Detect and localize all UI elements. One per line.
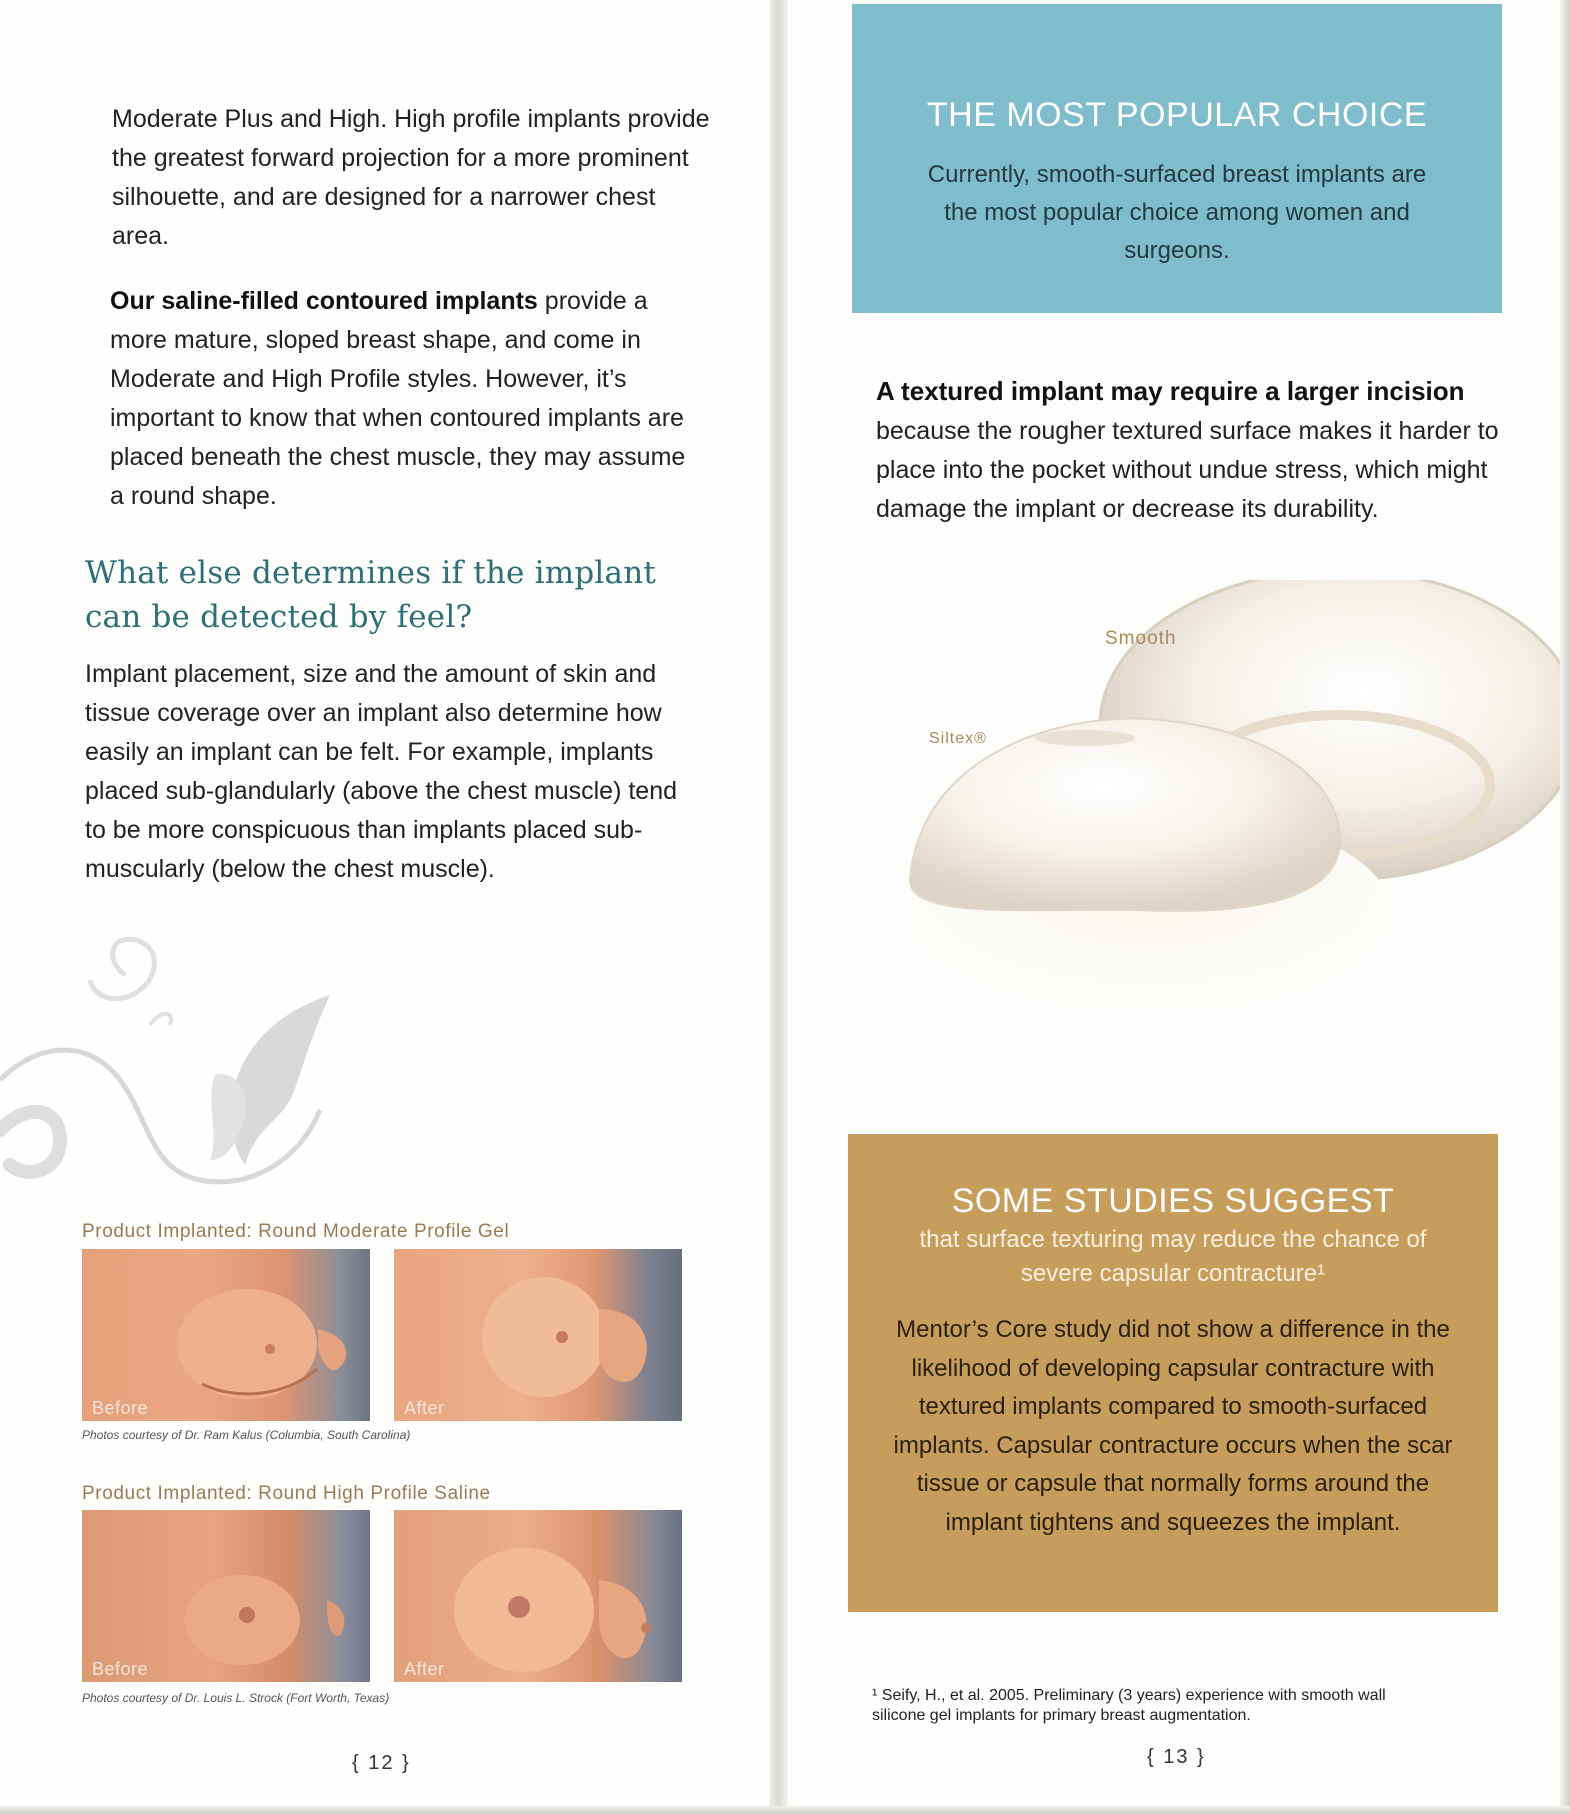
photo-set-1-before-label: Before xyxy=(92,1398,149,1418)
contoured-implants-paragraph xyxy=(110,282,690,516)
contoured-implants-text: provide a more mature, sloped breast shape, and come in Moderate and High Profile styles. However, it’s important to know that when contoured implants are placed beneath the chest muscle, they may assume a round shape. xyxy=(110,287,686,510)
contoured-implants-lead: Our saline-filled contoured implants xyxy=(110,287,538,315)
page-number-12: { 12 } xyxy=(352,1752,411,1774)
photo-set-2-after-image xyxy=(394,1510,682,1682)
photo-set-1-before-image xyxy=(82,1249,370,1421)
smooth-implant-label: Smooth xyxy=(1105,628,1177,649)
feel-heading-line1: What else determines if the implant xyxy=(85,555,657,591)
photo-set-2-before-label: Before xyxy=(92,1659,149,1679)
textured-implant-text: because the rougher textured surface makes it harder to place into the pocket without undue stress, which might damage the implant or decrease its durability. xyxy=(876,417,1499,523)
book-spine xyxy=(770,0,788,1814)
implants-illustration xyxy=(870,580,1560,1100)
left-page xyxy=(0,0,778,1814)
textured-implant-paragraph xyxy=(876,372,1516,529)
photo-set-1-before-figure xyxy=(82,1249,370,1421)
page-edge-right xyxy=(1560,0,1570,1814)
photo-set-1-after-label: After xyxy=(404,1398,445,1418)
some-studies-suggest-subtitle-1: that surface texturing may reduce the chance of xyxy=(919,1226,1427,1253)
some-studies-suggest-title: SOME STUDIES SUGGEST xyxy=(951,1182,1395,1220)
intro-paragraph: Moderate Plus and High. High profile implants provide the greatest forward projection for a more prominent silhouette, and are designed for a narrower chest area. xyxy=(112,105,710,250)
photo-set-2-credit: Photos courtesy of Dr. Louis L. Strock (Fort Worth, Texas) xyxy=(82,1691,390,1705)
some-studies-suggest-text: Mentor’s Core study did not show a difference in the likelihood of developing capsular contracture with textured implants compared to smooth-surfaced implants. Capsular contracture occurs when the scar tissue or capsule that normally forms around the implant tightens and squeezes the implant. xyxy=(893,1316,1453,1536)
photo-set-2-after-figure xyxy=(394,1510,682,1682)
feel-heading xyxy=(85,551,725,639)
photo-set-2-after-label: After xyxy=(404,1659,445,1679)
photo-set-1-after-figure xyxy=(394,1249,682,1421)
photo-set-2-caption: Product Implanted: Round High Profile Saline xyxy=(82,1483,491,1504)
page-number-13: { 13 } xyxy=(1147,1746,1206,1768)
feel-heading-line2: can be detected by feel? xyxy=(85,599,473,635)
some-studies-suggest-box xyxy=(848,1134,1498,1612)
photo-set-1-credit: Photos courtesy of Dr. Ram Kalus (Columbia, South Carolina) xyxy=(82,1428,411,1442)
most-popular-choice-box xyxy=(852,4,1502,313)
siltex-implant-label: Siltex® xyxy=(929,730,987,747)
feel-paragraph: Implant placement, size and the amount of skin and tissue coverage over an implant also determine how easily an implant can be felt. For example, implants placed sub-glandularly (above the chest muscle) tend to be more conspicuous than implants placed sub-muscularly (below the chest muscle). xyxy=(85,660,678,883)
photo-set-2-before-image xyxy=(82,1510,370,1682)
most-popular-choice-text: Currently, smooth-surfaced breast implants are the most popular choice among women and surgeons. xyxy=(927,161,1427,264)
page-edge-bottom xyxy=(0,1806,1570,1814)
decorative-swirl-ornament xyxy=(0,930,360,1200)
footnote: ¹ Seify, H., et al. 2005. Preliminary (3 years) experience with smooth wall silicone gel implants for primary breast augmentation. xyxy=(872,1687,1386,1724)
photo-set-1-caption: Product Implanted: Round Moderate Profile Gel xyxy=(82,1221,510,1242)
some-studies-suggest-subtitle-2: severe capsular contracture¹ xyxy=(1020,1260,1326,1287)
photo-set-2-before-figure xyxy=(82,1510,370,1682)
most-popular-choice-title: THE MOST POPULAR CHOICE xyxy=(926,96,1428,134)
photo-set-1-after-image xyxy=(394,1249,682,1421)
textured-implant-lead: A textured implant may require a larger incision xyxy=(876,376,1465,406)
